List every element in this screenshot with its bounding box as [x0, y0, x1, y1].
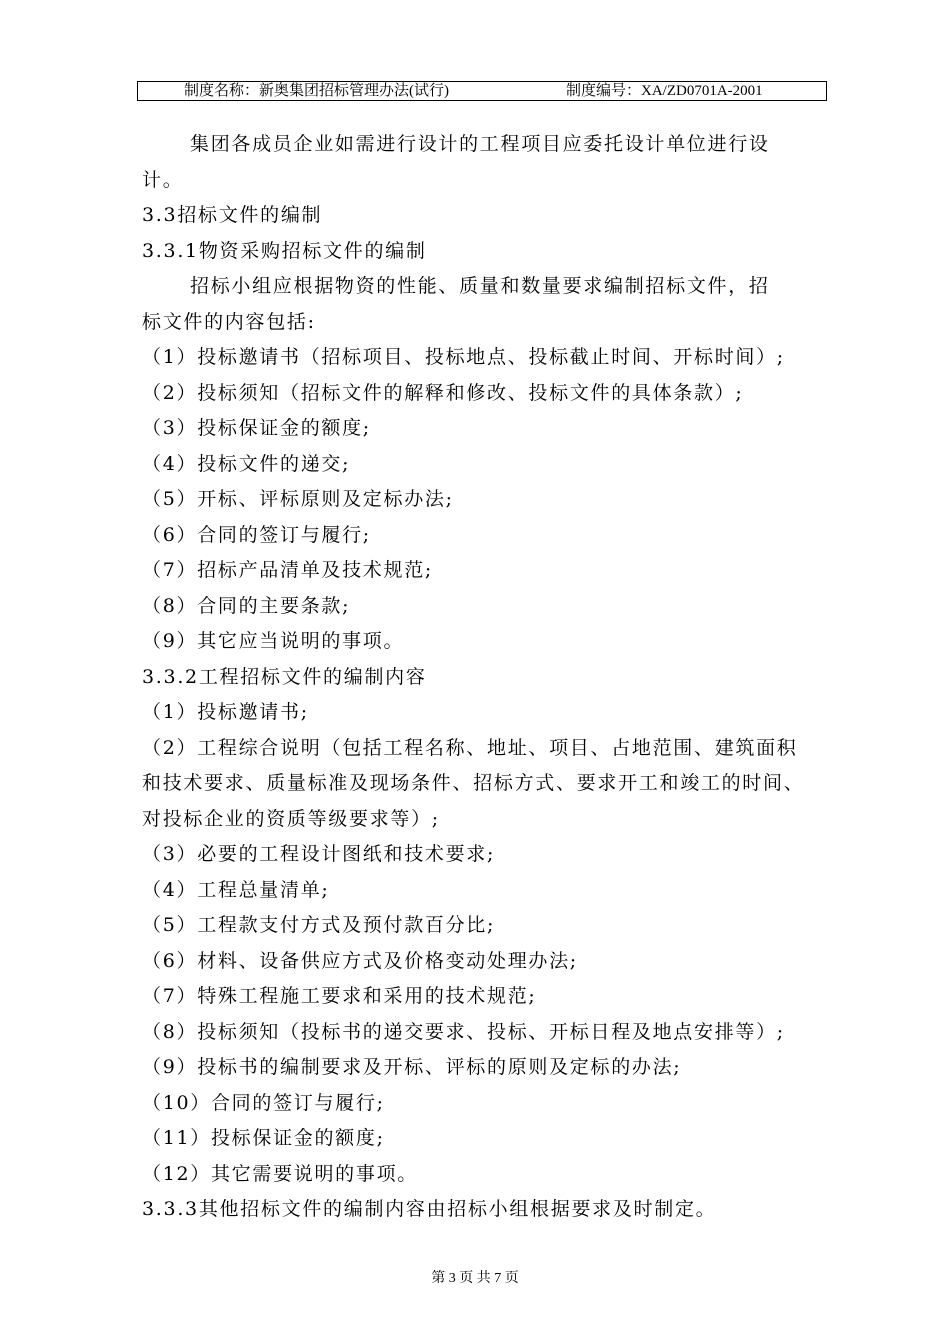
- list-item: （3）必要的工程设计图纸和技术要求;: [142, 843, 496, 865]
- document-header: [137, 81, 827, 101]
- document-body: [142, 127, 832, 1228]
- list-item: （11）投标保证金的额度;: [142, 1127, 385, 1149]
- subsection-heading: 3.3.3其他招标文件的编制内容由招标小组根据要求及时制定。: [142, 1198, 717, 1220]
- list-item: （7）招标产品清单及技术规范;: [142, 559, 433, 581]
- list-item: （3）投标保证金的额度;: [142, 417, 371, 439]
- list-item: （2）投标须知（招标文件的解释和修改、投标文件的具体条款）;: [142, 381, 744, 404]
- paragraph-line: 标文件的内容包括:: [142, 310, 316, 333]
- list-item: （4）投标文件的递交;: [142, 452, 351, 475]
- list-item: （2）工程综合说明（包括工程名称、地址、项目、占地范围、建筑面积: [142, 736, 798, 759]
- list-item: （1）投标邀请书（招标项目、投标地点、投标截止时间、开标时间）;: [142, 346, 785, 368]
- paragraph-line: 集团各成员企业如需进行设计的工程项目应委托设计单位进行设: [190, 133, 770, 155]
- page-indicator: 第 3 页 共 7 页: [431, 1271, 519, 1286]
- list-item-continuation: 对投标企业的资质等级要求等）;: [142, 807, 440, 830]
- section-heading: 3.3招标文件的编制: [142, 204, 323, 226]
- policy-name: 制度名称：新奥集团招标管理办法(试行): [184, 83, 449, 99]
- list-item: （8）合同的主要条款;: [142, 594, 351, 617]
- list-item: （1）投标邀请书;: [142, 701, 309, 723]
- list-item: （5）工程款支付方式及预付款百分比;: [142, 914, 496, 936]
- policy-code: 制度编号：XA/ZD0701A-2001: [566, 83, 763, 99]
- paragraph-line: 计。: [142, 168, 184, 191]
- list-item: （9）投标书的编制要求及开标、评标的原则及定标的办法;: [142, 1056, 682, 1078]
- list-item: （10）合同的签订与履行;: [142, 1091, 385, 1114]
- list-item-continuation: 和技术要求、质量标准及现场条件、招标方式、要求开工和竣工的时间、: [142, 772, 805, 794]
- subsection-heading: 3.3.2工程招标文件的编制内容: [142, 665, 427, 688]
- list-item: （6）材料、设备供应方式及价格变动处理办法;: [142, 949, 578, 972]
- list-item: （7）特殊工程施工要求和采用的技术规范;: [142, 985, 537, 1007]
- list-item: （6）合同的签订与履行;: [142, 523, 371, 546]
- list-item: （12）其它需要说明的事项。: [142, 1162, 418, 1185]
- subsection-heading: 3.3.1物资采购招标文件的编制: [142, 239, 427, 262]
- list-item: （5）开标、评标原则及定标办法;: [142, 488, 454, 510]
- list-item: （4）工程总量清单;: [142, 878, 330, 901]
- list-item: （8）投标须知（投标书的递交要求、投标、开标日程及地点安排等）;: [142, 1020, 785, 1043]
- list-item: （9）其它应当说明的事项。: [142, 630, 405, 652]
- paragraph-line: 招标小组应根据物资的性能、质量和数量要求编制招标文件，招: [190, 275, 770, 297]
